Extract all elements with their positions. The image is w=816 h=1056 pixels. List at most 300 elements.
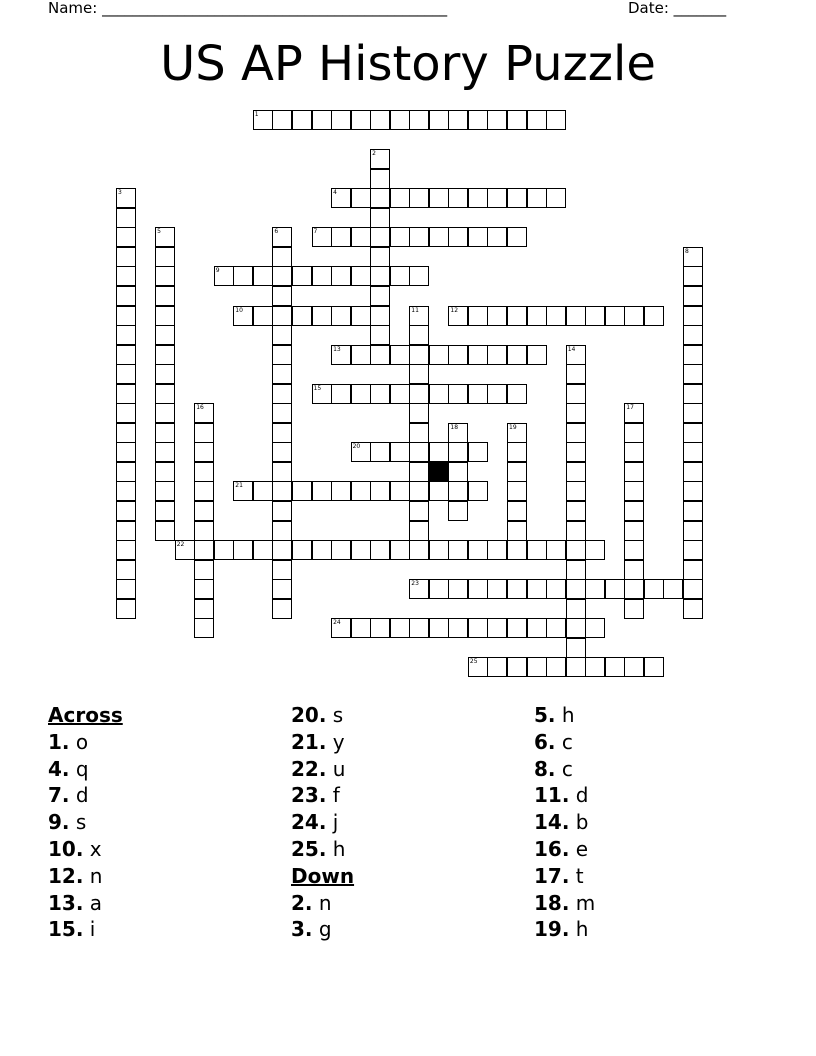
grid-cell[interactable] — [566, 618, 586, 638]
grid-cell[interactable] — [624, 599, 644, 619]
grid-cell[interactable] — [409, 188, 429, 208]
grid-cell[interactable] — [390, 540, 410, 560]
grid-cell[interactable] — [527, 657, 547, 677]
grid-cell[interactable] — [370, 540, 390, 560]
grid-cell[interactable] — [331, 618, 351, 638]
grid-cell[interactable] — [448, 481, 468, 501]
grid-cell[interactable] — [155, 247, 175, 267]
grid-cell[interactable] — [624, 579, 644, 599]
grid-cell[interactable] — [116, 501, 136, 521]
grid-cell[interactable] — [292, 481, 312, 501]
grid-cell[interactable] — [272, 384, 292, 404]
grid-cell[interactable] — [429, 579, 449, 599]
grid-cell[interactable] — [116, 266, 136, 286]
grid-cell[interactable] — [507, 384, 527, 404]
grid-cell[interactable] — [390, 227, 410, 247]
grid-cell[interactable] — [527, 345, 547, 365]
grid-cell[interactable] — [116, 384, 136, 404]
grid-cell[interactable] — [683, 266, 703, 286]
grid-cell[interactable] — [605, 579, 625, 599]
grid-cell[interactable] — [214, 266, 234, 286]
grid-cell[interactable] — [194, 501, 214, 521]
grid-cell[interactable] — [683, 423, 703, 443]
grid-cell[interactable] — [331, 227, 351, 247]
grid-cell[interactable] — [546, 579, 566, 599]
grid-cell[interactable] — [331, 481, 351, 501]
grid-cell[interactable] — [624, 423, 644, 443]
grid-cell[interactable] — [429, 345, 449, 365]
grid-cell[interactable] — [370, 345, 390, 365]
grid-cell[interactable] — [448, 462, 468, 482]
grid-cell[interactable] — [390, 266, 410, 286]
grid-cell[interactable] — [585, 579, 605, 599]
grid-cell[interactable] — [429, 481, 449, 501]
grid-cell[interactable] — [409, 481, 429, 501]
grid-cell[interactable] — [448, 227, 468, 247]
grid-cell[interactable] — [683, 521, 703, 541]
grid-cell[interactable] — [116, 423, 136, 443]
grid-cell[interactable] — [429, 618, 449, 638]
grid-cell[interactable] — [507, 188, 527, 208]
grid-cell[interactable] — [116, 462, 136, 482]
grid-cell[interactable] — [370, 110, 390, 130]
grid-cell[interactable] — [155, 306, 175, 326]
grid-cell[interactable] — [605, 306, 625, 326]
grid-cell[interactable] — [507, 462, 527, 482]
grid-cell[interactable] — [370, 247, 390, 267]
grid-cell[interactable] — [253, 481, 273, 501]
grid-cell[interactable] — [585, 540, 605, 560]
grid-cell[interactable] — [155, 481, 175, 501]
grid-cell[interactable] — [116, 521, 136, 541]
grid-cell[interactable] — [624, 442, 644, 462]
grid-cell[interactable] — [624, 521, 644, 541]
grid-cell[interactable] — [233, 266, 253, 286]
grid-cell[interactable] — [566, 540, 586, 560]
grid-cell[interactable] — [527, 540, 547, 560]
grid-cell[interactable] — [351, 306, 371, 326]
grid-cell[interactable] — [507, 481, 527, 501]
grid-cell[interactable] — [194, 403, 214, 423]
grid-cell[interactable] — [448, 345, 468, 365]
grid-cell[interactable] — [663, 579, 683, 599]
grid-cell[interactable] — [194, 560, 214, 580]
grid-cell[interactable] — [272, 501, 292, 521]
grid-cell[interactable] — [487, 306, 507, 326]
grid-cell[interactable] — [527, 306, 547, 326]
grid-cell[interactable] — [409, 423, 429, 443]
grid-cell[interactable] — [566, 442, 586, 462]
grid-cell[interactable] — [683, 384, 703, 404]
grid-cell[interactable] — [351, 110, 371, 130]
grid-cell[interactable] — [624, 540, 644, 560]
grid-cell[interactable] — [585, 657, 605, 677]
grid-cell[interactable] — [468, 384, 488, 404]
grid-cell[interactable] — [370, 442, 390, 462]
grid-cell[interactable] — [116, 481, 136, 501]
grid-cell[interactable] — [409, 110, 429, 130]
grid-cell[interactable] — [409, 384, 429, 404]
grid-cell[interactable] — [527, 188, 547, 208]
grid-cell[interactable] — [683, 364, 703, 384]
grid-cell[interactable] — [448, 442, 468, 462]
grid-cell[interactable] — [292, 540, 312, 560]
grid-cell[interactable] — [546, 657, 566, 677]
grid-cell[interactable] — [331, 306, 351, 326]
grid-cell[interactable] — [272, 481, 292, 501]
grid-cell[interactable] — [194, 579, 214, 599]
grid-cell[interactable] — [370, 325, 390, 345]
grid-cell[interactable] — [272, 521, 292, 541]
grid-cell[interactable] — [507, 442, 527, 462]
grid-cell[interactable] — [683, 462, 703, 482]
grid-cell[interactable] — [644, 579, 664, 599]
grid-cell[interactable] — [272, 540, 292, 560]
grid-cell[interactable] — [683, 306, 703, 326]
grid-cell[interactable] — [194, 618, 214, 638]
grid-cell[interactable] — [409, 403, 429, 423]
grid-cell[interactable] — [272, 462, 292, 482]
grid-cell[interactable] — [507, 227, 527, 247]
grid-cell[interactable] — [292, 306, 312, 326]
grid-cell[interactable] — [624, 462, 644, 482]
grid-cell[interactable] — [272, 442, 292, 462]
grid-cell[interactable] — [409, 266, 429, 286]
grid-cell[interactable] — [624, 560, 644, 580]
grid-cell[interactable] — [566, 579, 586, 599]
grid-cell[interactable] — [116, 247, 136, 267]
grid-cell[interactable] — [390, 188, 410, 208]
grid-cell[interactable] — [468, 442, 488, 462]
grid-cell[interactable] — [683, 481, 703, 501]
grid-cell[interactable] — [331, 540, 351, 560]
grid-cell[interactable] — [155, 403, 175, 423]
grid-cell[interactable] — [546, 110, 566, 130]
grid-cell[interactable] — [683, 442, 703, 462]
grid-cell[interactable] — [566, 638, 586, 658]
grid-cell[interactable] — [272, 599, 292, 619]
grid-cell[interactable] — [409, 501, 429, 521]
grid-cell[interactable] — [116, 442, 136, 462]
grid-cell[interactable] — [370, 286, 390, 306]
grid-cell[interactable] — [272, 306, 292, 326]
grid-cell[interactable] — [312, 481, 332, 501]
grid-cell[interactable] — [644, 306, 664, 326]
grid-cell[interactable] — [272, 110, 292, 130]
grid-cell[interactable] — [683, 345, 703, 365]
grid-cell[interactable] — [546, 188, 566, 208]
grid-cell[interactable] — [370, 618, 390, 638]
grid-cell[interactable] — [624, 481, 644, 501]
grid-cell[interactable] — [448, 540, 468, 560]
grid-cell[interactable] — [116, 306, 136, 326]
grid-cell[interactable] — [116, 325, 136, 345]
grid-cell[interactable] — [272, 423, 292, 443]
grid-cell[interactable] — [351, 442, 371, 462]
grid-cell[interactable] — [409, 306, 429, 326]
grid-cell[interactable] — [194, 481, 214, 501]
grid-cell[interactable] — [312, 266, 332, 286]
grid-cell[interactable] — [527, 110, 547, 130]
grid-cell[interactable] — [683, 403, 703, 423]
grid-cell[interactable] — [429, 442, 449, 462]
grid-cell[interactable] — [351, 188, 371, 208]
grid-cell[interactable] — [272, 286, 292, 306]
grid-cell[interactable] — [566, 501, 586, 521]
grid-cell[interactable] — [409, 618, 429, 638]
grid-cell[interactable] — [409, 462, 429, 482]
grid-cell[interactable] — [487, 579, 507, 599]
grid-cell[interactable] — [566, 481, 586, 501]
grid-cell[interactable] — [566, 599, 586, 619]
grid-cell[interactable] — [272, 325, 292, 345]
grid-cell[interactable] — [409, 364, 429, 384]
grid-cell[interactable] — [683, 286, 703, 306]
grid-cell[interactable] — [390, 442, 410, 462]
grid-cell[interactable] — [370, 227, 390, 247]
grid-cell[interactable] — [448, 618, 468, 638]
grid-cell[interactable] — [155, 501, 175, 521]
grid-cell[interactable] — [487, 110, 507, 130]
grid-cell[interactable] — [507, 657, 527, 677]
grid-cell[interactable] — [409, 227, 429, 247]
grid-cell[interactable] — [116, 540, 136, 560]
grid-cell[interactable] — [175, 540, 195, 560]
grid-cell[interactable] — [351, 345, 371, 365]
grid-cell[interactable] — [351, 618, 371, 638]
grid-cell[interactable] — [194, 521, 214, 541]
grid-cell[interactable] — [546, 306, 566, 326]
grid-cell[interactable] — [272, 247, 292, 267]
grid-cell[interactable] — [429, 110, 449, 130]
grid-cell[interactable] — [155, 364, 175, 384]
grid-cell[interactable] — [155, 345, 175, 365]
grid-cell[interactable] — [487, 540, 507, 560]
grid-cell[interactable] — [624, 657, 644, 677]
grid-cell[interactable] — [429, 227, 449, 247]
grid-cell[interactable] — [507, 540, 527, 560]
grid-cell[interactable] — [370, 266, 390, 286]
grid-cell[interactable] — [194, 540, 214, 560]
grid-cell[interactable] — [683, 247, 703, 267]
grid-cell[interactable] — [566, 345, 586, 365]
grid-cell[interactable] — [429, 188, 449, 208]
grid-cell[interactable] — [487, 227, 507, 247]
grid-cell[interactable] — [566, 403, 586, 423]
grid-cell[interactable] — [253, 540, 273, 560]
grid-cell[interactable] — [527, 579, 547, 599]
grid-cell[interactable] — [448, 501, 468, 521]
grid-cell[interactable] — [507, 618, 527, 638]
grid-cell[interactable] — [370, 481, 390, 501]
grid-cell[interactable] — [429, 384, 449, 404]
grid-cell[interactable] — [233, 540, 253, 560]
grid-cell[interactable] — [507, 579, 527, 599]
grid-cell[interactable] — [351, 227, 371, 247]
grid-cell[interactable] — [468, 345, 488, 365]
grid-cell[interactable] — [272, 579, 292, 599]
grid-cell[interactable] — [468, 110, 488, 130]
grid-cell[interactable] — [370, 169, 390, 189]
grid-cell[interactable] — [155, 266, 175, 286]
grid-cell[interactable] — [116, 345, 136, 365]
grid-cell[interactable] — [487, 384, 507, 404]
grid-cell[interactable] — [624, 501, 644, 521]
grid-cell[interactable] — [487, 657, 507, 677]
grid-cell[interactable] — [566, 560, 586, 580]
grid-cell[interactable] — [429, 540, 449, 560]
grid-cell[interactable] — [253, 110, 273, 130]
grid-cell[interactable] — [507, 345, 527, 365]
grid-cell[interactable] — [390, 618, 410, 638]
grid-cell[interactable] — [331, 266, 351, 286]
grid-cell[interactable] — [116, 599, 136, 619]
grid-cell[interactable] — [331, 188, 351, 208]
grid-cell[interactable] — [312, 227, 332, 247]
grid-cell[interactable] — [448, 384, 468, 404]
grid-cell[interactable] — [331, 345, 351, 365]
grid-cell[interactable] — [487, 345, 507, 365]
grid-cell[interactable] — [155, 286, 175, 306]
grid-cell[interactable] — [409, 579, 429, 599]
grid-cell[interactable] — [507, 521, 527, 541]
grid-cell[interactable] — [155, 462, 175, 482]
grid-cell[interactable] — [566, 364, 586, 384]
grid-cell[interactable] — [468, 227, 488, 247]
grid-cell[interactable] — [312, 306, 332, 326]
grid-cell[interactable] — [116, 208, 136, 228]
grid-cell[interactable] — [448, 110, 468, 130]
grid-cell[interactable] — [527, 618, 547, 638]
grid-cell[interactable] — [272, 345, 292, 365]
grid-cell[interactable] — [331, 110, 351, 130]
grid-cell[interactable] — [683, 540, 703, 560]
grid-cell[interactable] — [468, 306, 488, 326]
grid-cell[interactable] — [370, 306, 390, 326]
grid-cell[interactable] — [448, 188, 468, 208]
grid-cell[interactable] — [194, 442, 214, 462]
grid-cell[interactable] — [312, 110, 332, 130]
grid-cell[interactable] — [507, 501, 527, 521]
grid-cell[interactable] — [116, 286, 136, 306]
grid-cell[interactable] — [292, 266, 312, 286]
grid-cell[interactable] — [272, 227, 292, 247]
grid-cell[interactable] — [585, 618, 605, 638]
grid-cell[interactable] — [448, 306, 468, 326]
grid-cell[interactable] — [155, 423, 175, 443]
grid-cell[interactable] — [233, 306, 253, 326]
grid-cell[interactable] — [390, 481, 410, 501]
grid-cell[interactable] — [409, 442, 429, 462]
grid-cell[interactable] — [585, 306, 605, 326]
grid-cell[interactable] — [507, 306, 527, 326]
grid-cell[interactable] — [312, 384, 332, 404]
grid-cell[interactable] — [233, 481, 253, 501]
grid-cell[interactable] — [155, 227, 175, 247]
grid-cell[interactable] — [546, 540, 566, 560]
grid-cell[interactable] — [507, 110, 527, 130]
grid-cell[interactable] — [468, 540, 488, 560]
grid-cell[interactable] — [683, 560, 703, 580]
grid-cell[interactable] — [214, 540, 234, 560]
grid-cell[interactable] — [487, 188, 507, 208]
grid-cell[interactable] — [683, 599, 703, 619]
grid-cell[interactable] — [292, 110, 312, 130]
grid-cell[interactable] — [370, 149, 390, 169]
grid-cell[interactable] — [468, 481, 488, 501]
grid-cell[interactable] — [272, 560, 292, 580]
grid-cell[interactable] — [116, 188, 136, 208]
grid-cell[interactable] — [683, 325, 703, 345]
grid-cell[interactable] — [683, 501, 703, 521]
grid-cell[interactable] — [409, 345, 429, 365]
grid-cell[interactable] — [409, 521, 429, 541]
grid-cell[interactable] — [566, 521, 586, 541]
grid-cell[interactable] — [468, 579, 488, 599]
grid-cell[interactable] — [644, 657, 664, 677]
grid-cell[interactable] — [351, 384, 371, 404]
grid-cell[interactable] — [390, 110, 410, 130]
grid-cell[interactable] — [194, 462, 214, 482]
grid-cell[interactable] — [390, 384, 410, 404]
grid-cell[interactable] — [116, 403, 136, 423]
grid-cell[interactable] — [566, 423, 586, 443]
grid-cell[interactable] — [116, 560, 136, 580]
grid-cell[interactable] — [272, 364, 292, 384]
grid-cell[interactable] — [272, 403, 292, 423]
grid-cell[interactable] — [448, 579, 468, 599]
grid-cell[interactable] — [253, 306, 273, 326]
grid-cell[interactable] — [116, 227, 136, 247]
grid-cell[interactable] — [683, 579, 703, 599]
grid-cell[interactable] — [390, 345, 410, 365]
grid-cell[interactable] — [116, 579, 136, 599]
grid-cell[interactable] — [351, 266, 371, 286]
grid-cell[interactable] — [566, 462, 586, 482]
grid-cell[interactable] — [116, 364, 136, 384]
grid-cell[interactable] — [272, 266, 292, 286]
grid-cell[interactable] — [370, 384, 390, 404]
grid-cell[interactable] — [448, 423, 468, 443]
grid-cell[interactable] — [194, 599, 214, 619]
grid-cell[interactable] — [409, 540, 429, 560]
grid-cell[interactable] — [155, 442, 175, 462]
grid-cell[interactable] — [566, 657, 586, 677]
grid-cell[interactable] — [194, 423, 214, 443]
grid-cell[interactable] — [370, 208, 390, 228]
grid-cell[interactable] — [566, 384, 586, 404]
grid-cell[interactable] — [624, 306, 644, 326]
grid-cell[interactable] — [507, 423, 527, 443]
grid-cell[interactable] — [370, 188, 390, 208]
grid-cell[interactable] — [566, 306, 586, 326]
grid-cell[interactable] — [468, 657, 488, 677]
grid-cell[interactable] — [468, 188, 488, 208]
grid-cell[interactable] — [312, 540, 332, 560]
grid-cell[interactable] — [624, 403, 644, 423]
grid-cell[interactable] — [468, 618, 488, 638]
grid-cell[interactable] — [351, 481, 371, 501]
grid-cell[interactable] — [155, 325, 175, 345]
grid-cell[interactable] — [605, 657, 625, 677]
grid-cell[interactable] — [155, 521, 175, 541]
grid-cell[interactable] — [331, 384, 351, 404]
grid-cell[interactable] — [351, 540, 371, 560]
grid-cell[interactable] — [253, 266, 273, 286]
grid-cell[interactable] — [546, 618, 566, 638]
grid-cell[interactable] — [487, 618, 507, 638]
grid-cell[interactable] — [155, 384, 175, 404]
